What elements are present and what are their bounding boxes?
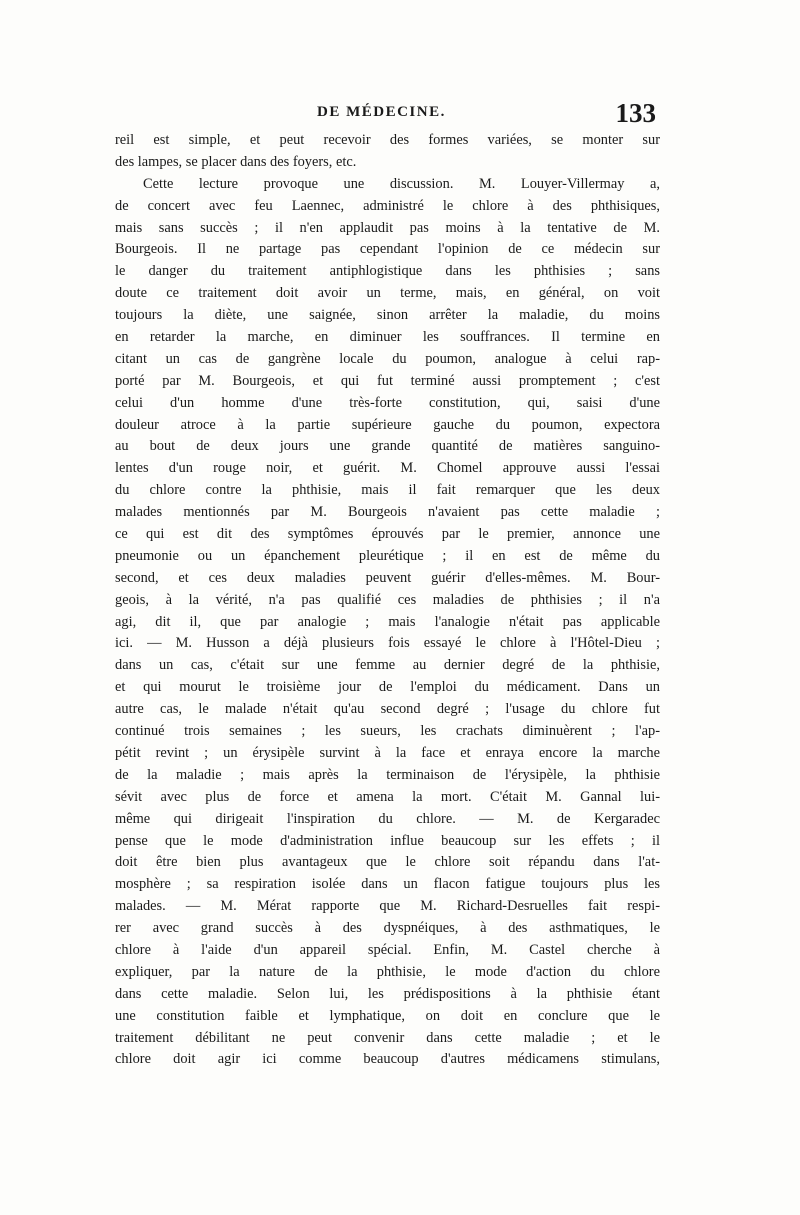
text-line: continué trois semaines ; les sueurs, les crachats diminuèrent ; l'ap- xyxy=(115,723,660,740)
text-line: en retarder la marche, en diminuer les souffrances. Il termine en xyxy=(115,329,660,346)
text-line: et qui mourut le troisième jour de l'emploi du médicament. Dans un xyxy=(115,679,660,696)
text-line: une constitution faible et lymphatique, on doit en conclure que le xyxy=(115,1007,660,1024)
text-line: du chlore contre la phthisie, mais il fait remarquer que les deux xyxy=(115,482,660,499)
text-line: pétit revint ; un érysipèle survint à la face et enraya encore la marche xyxy=(115,744,660,761)
text-line: agi, dit il, que par analogie ; mais l'analogie n'était pas applicable xyxy=(115,613,660,630)
text-line: second, et ces deux maladies peuvent guérir d'elles-mêmes. M. Bour- xyxy=(115,569,660,586)
text-line: Bourgeois. Il ne partage pas cependant l'opinion de ce médecin sur xyxy=(115,241,660,258)
text-line: malades. — M. Mérat rapporte que M. Richard-Desruelles fait respi- xyxy=(115,898,660,915)
text-line: traitement débilitant ne peut convenir dans cette maladie ; et le xyxy=(115,1029,660,1046)
text-line: dans un cas, c'était sur une femme au dernier degré de la phthisie, xyxy=(115,657,660,674)
text-line: Cette lecture provoque une discussion. M. Louyer-Villermay a, xyxy=(143,175,660,192)
text-line: même qui dirigeait l'inspiration du chlore. — M. de Kergaradec xyxy=(115,810,660,827)
text-line: porté par M. Bourgeois, et qui fut terminé aussi promptement ; c'est xyxy=(115,372,660,389)
running-title: DE MÉDECINE. xyxy=(317,104,446,120)
text-line: chlore à l'aide d'un appareil spécial. Enfin, M. Castel cherche à xyxy=(115,941,660,958)
text-line: chlore doit agir ici comme beaucoup d'autres médicamens stimulans, xyxy=(115,1051,660,1068)
text-line: reil est simple, et peut recevoir des formes variées, se monter sur xyxy=(115,132,660,148)
running-head xyxy=(115,98,660,130)
text-line: mais sans succès ; il n'en applaudit pas moins à la tentative de M. xyxy=(115,219,660,236)
text-line: citant un cas de gangrène locale du poumon, analogue à celui rap- xyxy=(115,350,660,367)
text-line: toujours la diète, une saignée, sinon arrêter la maladie, du moins xyxy=(115,307,660,324)
text-line: des lampes, se placer dans des foyers, etc. xyxy=(115,153,357,170)
text-line: malades mentionnés par M. Bourgeois n'avaient pas cette maladie ; xyxy=(115,504,660,521)
text-line: doit être bien plus avantageux que le chlore soit répandu dans l'at- xyxy=(115,854,660,871)
text-line: de concert avec feu Laennec, administré le chlore à des phthisiques, xyxy=(115,197,660,214)
text-line: celui d'un homme d'une très-forte constitution, qui, saisi d'une xyxy=(115,394,660,411)
text-line: mosphère ; sa respiration isolée dans un flacon fatigue toujours plus les xyxy=(115,876,660,893)
text-line: ce qui est dit des symptômes éprouvés par le premier, annonce une xyxy=(115,526,660,543)
text-line: lentes d'un rouge noir, et guérit. M. Chomel approuve aussi l'essai xyxy=(115,460,660,477)
text-line: de la maladie ; mais après la terminaison de l'érysipèle, la phthisie xyxy=(115,766,660,783)
text-line: le danger du traitement antiphlogistique dans les phthisies ; sans xyxy=(115,263,660,280)
text-line: pneumonie ou un épanchement pleurétique ; il en est de même du xyxy=(115,547,660,564)
text-line: doute ce traitement doit avoir un terme, mais, en général, on voit xyxy=(115,285,660,302)
text-line: douleur atroce à la partie supérieure gauche du poumon, expectora xyxy=(115,416,660,433)
text-line: au bout de deux jours une grande quantité de matières sanguino- xyxy=(115,438,660,455)
text-line: pense que le mode d'administration influe beaucoup sur les effets ; il xyxy=(115,832,660,849)
text-line: rer avec grand succès à des dyspnéiques, à des asthmatiques, le xyxy=(115,920,660,937)
text-line: sévit avec plus de force et amena la mort. C'était M. Gannal lui- xyxy=(115,788,660,805)
page-number: 133 xyxy=(615,98,656,128)
text-line: dans cette maladie. Selon lui, les prédispositions à la phthisie étant xyxy=(115,985,660,1002)
body-text xyxy=(115,130,660,1071)
text-line: autre cas, le malade n'était qu'au second degré ; l'usage du chlore fut xyxy=(115,701,660,718)
text-line: expliquer, par la nature de la phthisie, le mode d'action du chlore xyxy=(115,963,660,980)
text-line: geois, à la vérité, n'a pas qualifié ces maladies de phthisies ; il n'a xyxy=(115,591,660,608)
text-line: ici. — M. Husson a déjà plusieurs fois essayé le chlore à l'Hôtel-Dieu ; xyxy=(115,635,660,652)
